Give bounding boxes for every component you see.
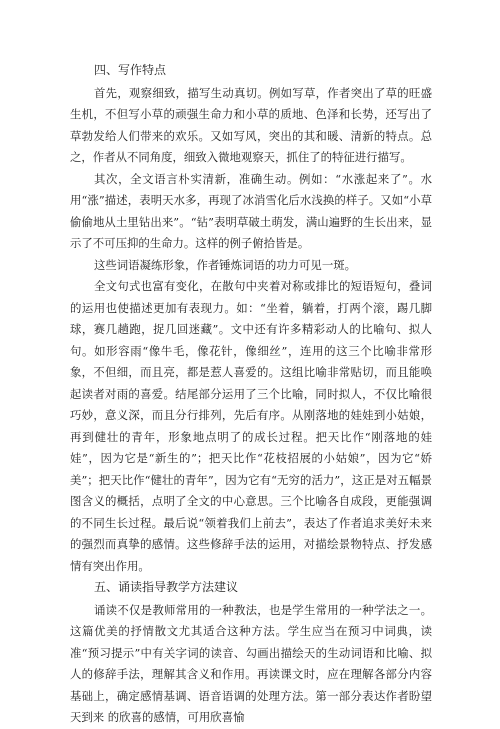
paragraph-recitation-method: 诵读不仅是教师常用的一种教法，也是学生常用的一种学法之一。这篇优美的抒情散文尤其适合这种方法。学生应当在预习中词典，读准“预习提示”中有关字词的读音、勾画出描绘天的生动词语和比喻、拟人的修辞手法，理解其含义和作用。再读课文时，应在理解各部分内容基础上，确定感情基调、语音语调的处理方法。第一部分表达作者盼望天到来 的欣喜的感情，可用欣喜愉 bbox=[70, 602, 432, 724]
paragraph-word-refinement: 这些词语凝练形象，作者锤炼词语的功力可见一斑。 bbox=[94, 257, 356, 272]
section-heading-reading-guidance: 五、诵读指导教学方法建议 bbox=[94, 580, 239, 594]
document-page bbox=[70, 60, 432, 729]
section-heading-writing-features: 四、写作特点 bbox=[94, 63, 167, 77]
paragraph-observation: 首先，观察细致，描写生动真切。例如写草，作者突出了草的旺盛生机，不但写小草的顽强生命力和小草的质地、色泽和长势，还写出了草勃发给人们带来的欢乐。又如写风，突出的其和暖、清新的特点。总之，作者从不同角度，细致入微地观察天，抓住了的特征进行描写。 bbox=[70, 85, 432, 164]
paragraph-language: 其次，全文语言朴实清新，准确生动。例如：“水涨起来了”。水用“涨”描述，表明天水多，再现了冰消雪化后水浅换的样子。又如“小草偷偷地从土里钻出来”。“钻”表明草破土萌发，满山遍野的生长出来，显示了不可压抑的生命力。这样的例子俯拾皆是。 bbox=[70, 171, 432, 250]
paragraph-sentence-patterns: 全文句式也富有变化，在散句中夹着对称或排比的短语短句，叠词的运用也使描述更加有表现力。如：“坐着，躺着，打两个滚，踢几脚球，赛几趟跑，捉几回迷藏”。文中还有许多精彩动人的比喻句、拟人句。如形容雨“像牛毛，像花针，像细丝”，连用的这三个比喻非常形象，不但细，而且亮，都是惹人喜爱的。这组比喻非常贴切，而且能唤起读者对雨的喜爱。结尾部分运用了三个比喻，同时拟人，不仅比喻很巧妙，意义深，而且分行排列，先后有序。从刚落地的娃娃到小姑娘，再到健壮的青年，形象地点明了的成长过程。把天比作“刚落地的娃娃”，因为它是“新生的”；把天比作“花枝招展的小姑娘”，因为它“娇美”；把天比作“健壮的青年”，因为它有“无穷的活力”，这正是对五幅景图含义的概括，点明了全文的中心意思。三个比喻各自成段，更能强调的不同生长过程。最后说“领着我们上前去”，表达了作者追求美好未来的强烈而真挚的感情。这些修辞手法的运用，对描绘景物特点、抒发感情有突出作用。 bbox=[70, 279, 432, 573]
